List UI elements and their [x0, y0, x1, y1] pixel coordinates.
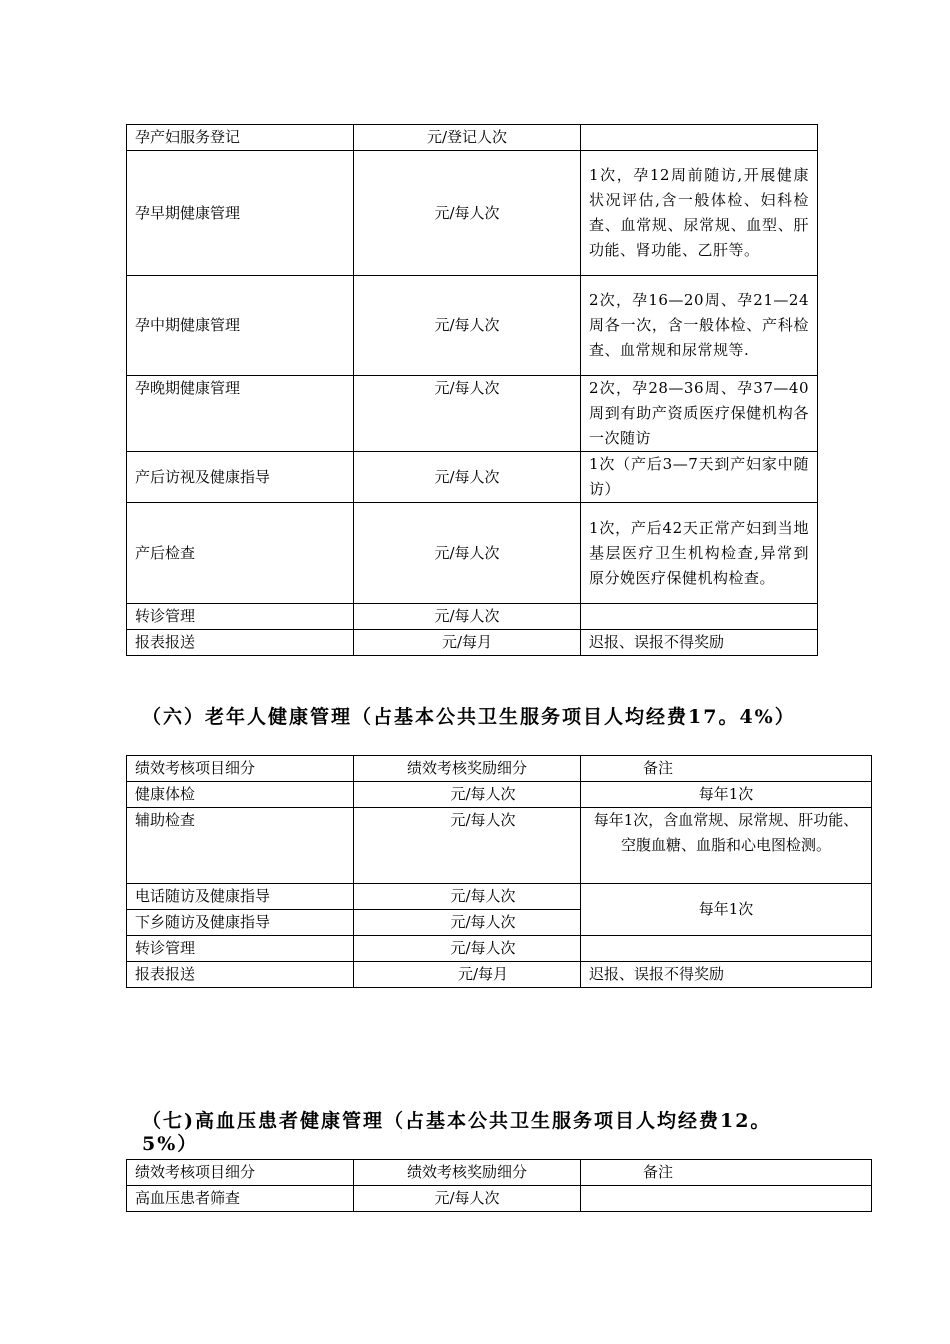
reward-cell: 元/每人次: [354, 276, 581, 376]
note-cell: 1次，产后42天正常产妇到当地基层医疗卫生机构检查,异常到原分娩医疗保健机构检查。: [581, 503, 818, 604]
note-cell: [581, 125, 818, 151]
reward-cell: 元/每人次: [354, 884, 581, 910]
item-cell: 下乡随访及健康指导: [127, 910, 354, 936]
item-cell: 转诊管理: [127, 604, 354, 630]
note-cell: 1次，孕12周前随访,开展健康状况评估,含一般体检、妇科检查、血常规、尿常规、血型、肝功能、肾功能、乙肝等。: [581, 151, 818, 276]
reward-cell: 元/每人次: [354, 782, 581, 808]
table-row: [127, 782, 872, 808]
reward-cell: 元/每人次: [354, 936, 581, 962]
elderly-health-table: [126, 755, 872, 988]
item-cell: 孕中期健康管理: [127, 276, 354, 376]
item-cell: 健康体检: [127, 782, 354, 808]
table-row: [127, 962, 872, 988]
header-item: 绩效考核项目细分: [127, 756, 354, 782]
reward-cell: 元/每人次: [354, 151, 581, 276]
table-row: [127, 936, 872, 962]
section-6-heading: （六）老年人健康管理（占基本公共卫生服务项目人均经费17。4%）: [142, 706, 796, 728]
reward-cell: 元/每人次: [354, 808, 581, 884]
reward-cell: 元/每人次: [354, 604, 581, 630]
item-cell: 产后检查: [127, 503, 354, 604]
table-row: [127, 376, 818, 452]
item-cell: 高血压患者筛查: [127, 1186, 354, 1212]
note-cell: [581, 604, 818, 630]
table-row: [127, 125, 818, 151]
reward-cell: 元/每月: [354, 630, 581, 656]
table-row: [127, 1186, 872, 1212]
item-cell: 孕晚期健康管理: [127, 376, 354, 452]
table-row: [127, 630, 818, 656]
note-cell: 1次（产后3—7天到产妇家中随访）: [581, 452, 818, 503]
reward-cell: 元/每人次: [354, 1186, 581, 1212]
note-cell: 2次，孕28—36周、孕37—40周到有助产资质医疗保健机构各一次随访: [581, 376, 818, 452]
table-row: [127, 151, 818, 276]
note-cell: 2次，孕16—20周、孕21—24周各一次，含一般体检、产科检查、血常规和尿常规等.: [581, 276, 818, 376]
header-note: 备注: [581, 756, 872, 782]
item-cell: 辅助检查: [127, 808, 354, 884]
header-reward: 绩效考核奖励细分: [354, 756, 581, 782]
note-cell: 每年1次，含血常规、尿常规、肝功能、空腹血糖、血脂和心电图检测。: [581, 808, 872, 884]
note-cell: [581, 1186, 872, 1212]
reward-cell: 元/每人次: [354, 376, 581, 452]
note-cell: 每年1次: [581, 782, 872, 808]
item-cell: 报表报送: [127, 630, 354, 656]
hypertension-table: [126, 1159, 872, 1212]
item-cell: 电话随访及健康指导: [127, 884, 354, 910]
table-row: [127, 884, 872, 910]
item-cell: 孕产妇服务登记: [127, 125, 354, 151]
table-header-row: [127, 756, 872, 782]
header-item: 绩效考核项目细分: [127, 1160, 354, 1186]
reward-cell: 元/每人次: [354, 452, 581, 503]
note-cell: 每年1次: [581, 884, 872, 936]
header-reward: 绩效考核奖励细分: [354, 1160, 581, 1186]
table-row: [127, 808, 872, 884]
reward-cell: 元/每人次: [354, 910, 581, 936]
reward-cell: 元/每人次: [354, 503, 581, 604]
section-7-heading: （七)高血压患者健康管理（占基本公共卫生服务项目人均经费12。5%）: [142, 1110, 772, 1155]
table-row: [127, 452, 818, 503]
note-cell: [581, 936, 872, 962]
maternal-health-table: [126, 124, 818, 656]
reward-cell: 元/登记人次: [354, 125, 581, 151]
table-row: [127, 604, 818, 630]
table-header-row: [127, 1160, 872, 1186]
note-cell: 迟报、误报不得奖励: [581, 630, 818, 656]
reward-cell: 元/每月: [354, 962, 581, 988]
item-cell: 孕早期健康管理: [127, 151, 354, 276]
item-cell: 产后访视及健康指导: [127, 452, 354, 503]
item-cell: 转诊管理: [127, 936, 354, 962]
item-cell: 报表报送: [127, 962, 354, 988]
table-row: [127, 276, 818, 376]
table-row: [127, 503, 818, 604]
header-note: 备注: [581, 1160, 872, 1186]
note-cell: 迟报、误报不得奖励: [581, 962, 872, 988]
